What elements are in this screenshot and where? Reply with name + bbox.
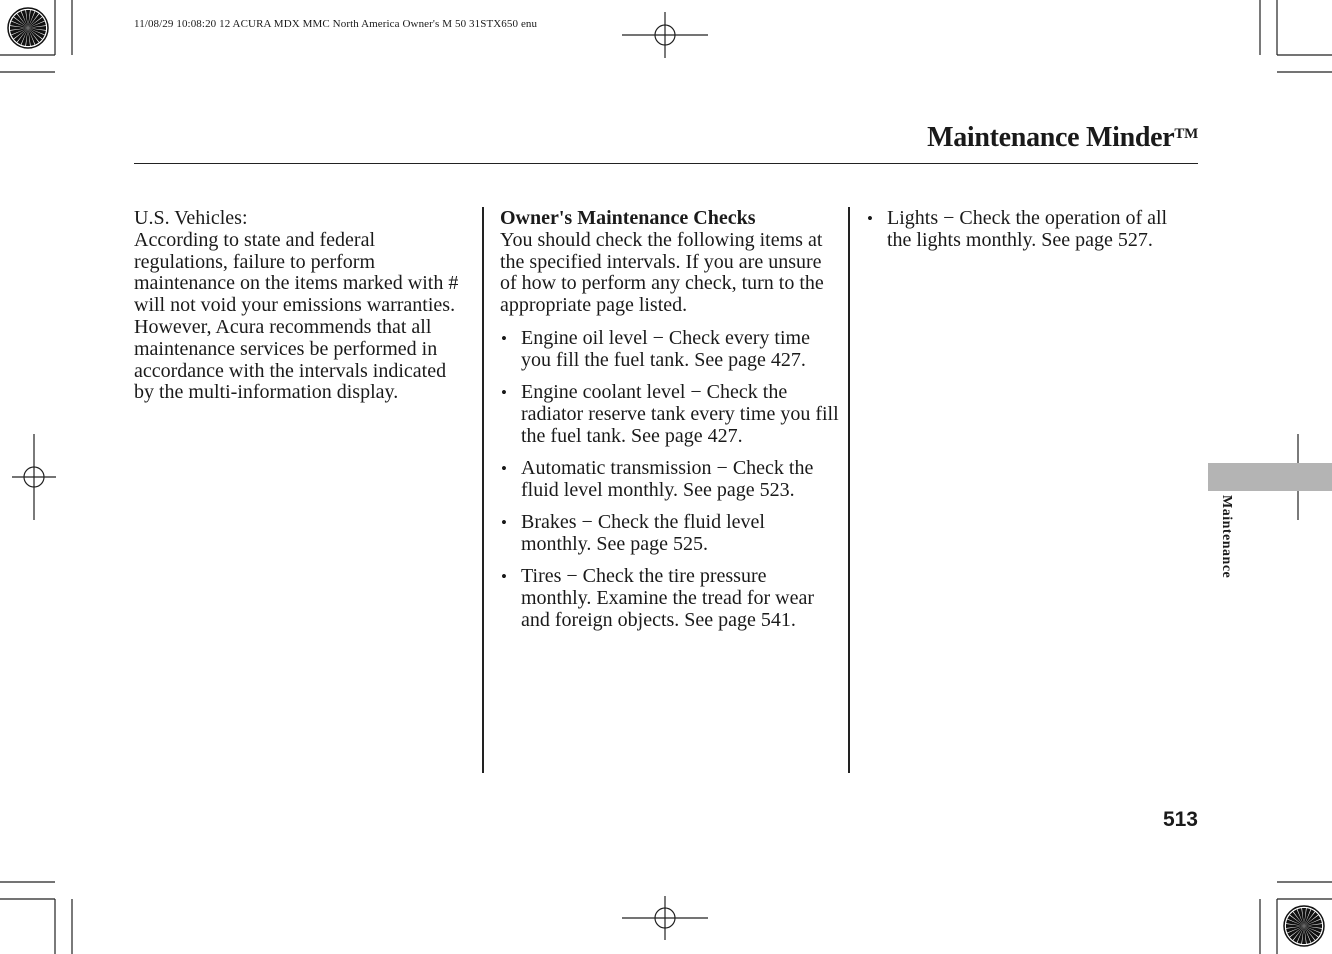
owner-checks-heading: Owner's Maintenance Checks: [500, 207, 756, 229]
column-owner-checks: [500, 208, 840, 632]
registration-target-icon: [1282, 904, 1326, 948]
list-item: • Brakes − Check the fluid level monthly. See page 525.: [500, 512, 840, 556]
us-vehicles-body: According to state and federal regulations, failure to perform maintenance on the items marked with # will not void your emissions warranties. However, Acura recommends that all maintenance services be performed in accordance with the intervals indicated by the multi-information display.: [134, 228, 459, 404]
list-item: • Lights − Check the operation of all the lights monthly. See page 527.: [866, 208, 1186, 252]
page-title: [927, 122, 1198, 154]
title-rule: [134, 163, 1198, 164]
list-item: • Engine coolant level − Check the radiator reserve tank every time you fill the fuel tank. See page 427.: [500, 382, 840, 447]
owner-checks-list: [500, 328, 840, 632]
column-divider: [482, 207, 484, 773]
owner-checks-intro: You should check the following items at the specified intervals. If you are unsure of how to perform any check, turn to the appropriate page listed.: [500, 228, 824, 317]
column-divider: [848, 207, 850, 773]
list-item: • Tires − Check the tire pressure monthly. Examine the tread for wear and foreign objects. See page 541.: [500, 566, 840, 631]
column-lights: [866, 208, 1186, 252]
lights-list: [866, 208, 1186, 252]
column-us-vehicles: [134, 208, 469, 404]
trademark-symbol: TM: [1174, 126, 1198, 142]
section-label: Maintenance: [1219, 495, 1234, 579]
section-tab: [1208, 463, 1332, 491]
page-title-text: Maintenance Minder: [927, 122, 1175, 153]
us-vehicles-label: U.S. Vehicles:: [134, 207, 248, 229]
registration-target-icon: [6, 6, 50, 50]
list-item: • Engine oil level − Check every time you fill the fuel tank. See page 427.: [500, 328, 840, 372]
print-info: 11/08/29 10:08:20 12 ACURA MDX MMC North America Owner's M 50 31STX650 enu: [134, 18, 538, 30]
page-number: 513: [1162, 808, 1198, 831]
list-item: • Automatic transmission − Check the fluid level monthly. See page 523.: [500, 458, 840, 502]
